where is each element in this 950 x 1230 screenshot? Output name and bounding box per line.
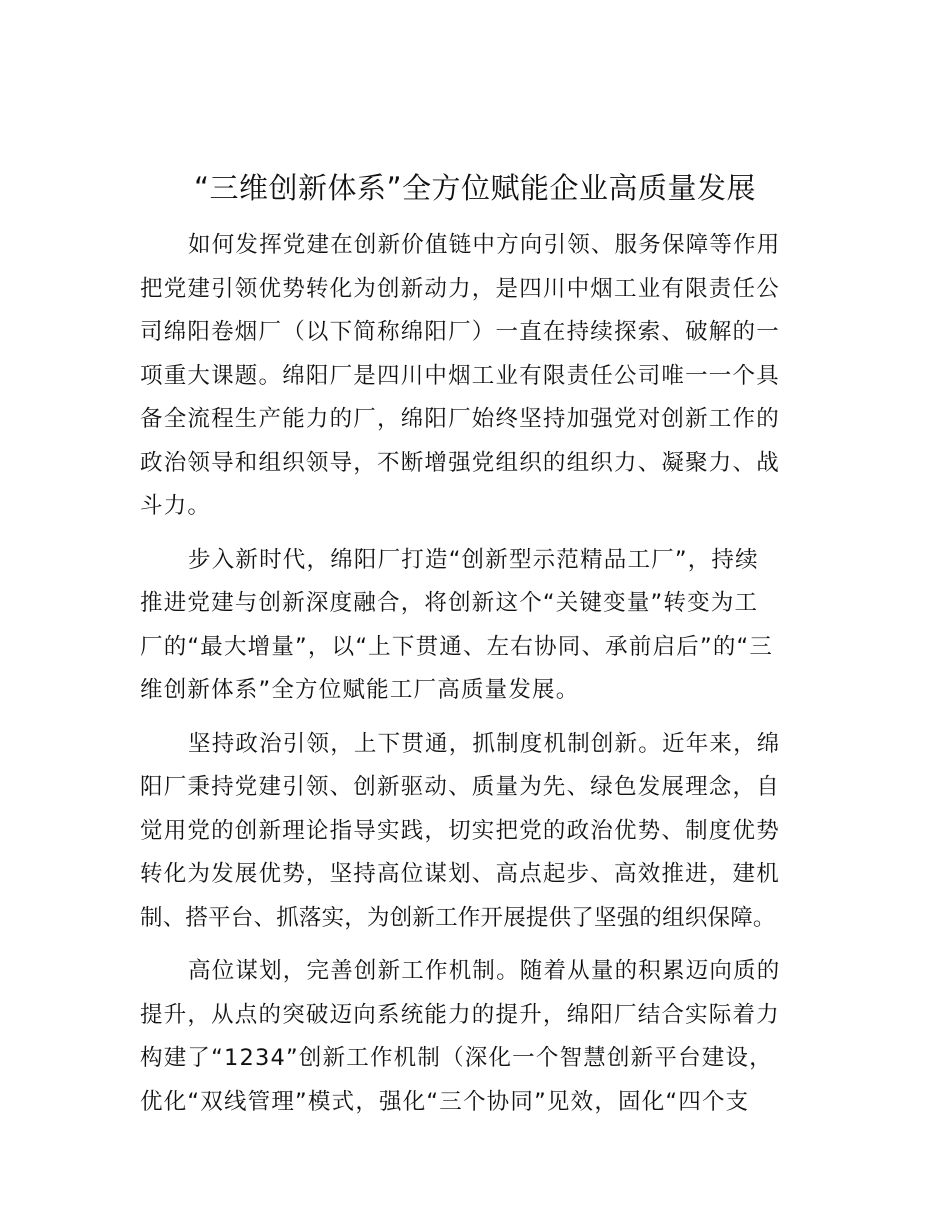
text-line: 司绵阳卷烟厂（以下简称绵阳厂）一直在持续探索、破解的一: [140, 319, 780, 345]
text-line: 转化为发展优势，坚持高位谋划、高点起步、高效推进，建机: [140, 861, 780, 887]
text-line: 优化“双线管理”模式，强化“三个协同”见效，固化“四个支: [140, 1088, 750, 1115]
text-line: 备全流程生产能力的厂，绵阳厂始终坚持加强党对创新工作的: [140, 406, 780, 432]
text-line: 制、搭平台、抓落实，为创新工作开展提供了坚强的组织保障。: [140, 904, 776, 931]
text-line: 厂的“最大增量”，以“上下贯通、左右协同、承前启后”的“三: [140, 633, 774, 660]
paragraph: [140, 539, 830, 713]
paragraph: [140, 723, 830, 941]
text-line: 觉用党的创新理论指导实践，切实把党的政治优势、制度优势: [140, 817, 780, 844]
document-title: “三维创新体系”全方位赋能企业高质量发展: [193, 171, 757, 205]
text-line: 坚持政治引领，上下贯通，抓制度机制创新。近年来，绵: [188, 730, 781, 757]
text-line: 如何发挥党建在创新价值链中方向引领、服务保障等作用: [188, 232, 781, 258]
text-line: 政治领导和组织领导，不断增强党组织的组织力、凝聚力、战: [140, 449, 780, 476]
text-line: 维创新体系”全方位赋能工厂高质量发展。: [140, 677, 580, 703]
text-line: 构建了“1234”创新工作机制（深化一个智慧创新平台建设，: [140, 1045, 773, 1071]
text-line: 阳厂秉持党建引领、创新驱动、质量为先、绿色发展理念，自: [140, 774, 780, 800]
paragraph: [140, 950, 830, 1124]
text-line: 推进党建与创新深度融合，将创新这个“关键变量”转变为工: [140, 590, 759, 616]
text-line: 把党建引领优势转化为创新动力，是四川中烟工业有限责任公: [140, 275, 780, 302]
text-line: 提升，从点的突破迈向系统能力的提升，绵阳厂结合实际着力: [140, 1001, 780, 1028]
document-body: [140, 224, 830, 1134]
paragraph: [140, 224, 830, 529]
text-line: 斗力。: [140, 493, 212, 519]
text-line: 项重大课题。绵阳厂是四川中烟工业有限责任公司唯一一个具: [140, 362, 780, 389]
text-line: 高位谋划，完善创新工作机制。随着从量的积累迈向质的: [188, 958, 781, 984]
text-line: 步入新时代，绵阳厂打造“创新型示范精品工厂”，持续: [188, 546, 759, 573]
